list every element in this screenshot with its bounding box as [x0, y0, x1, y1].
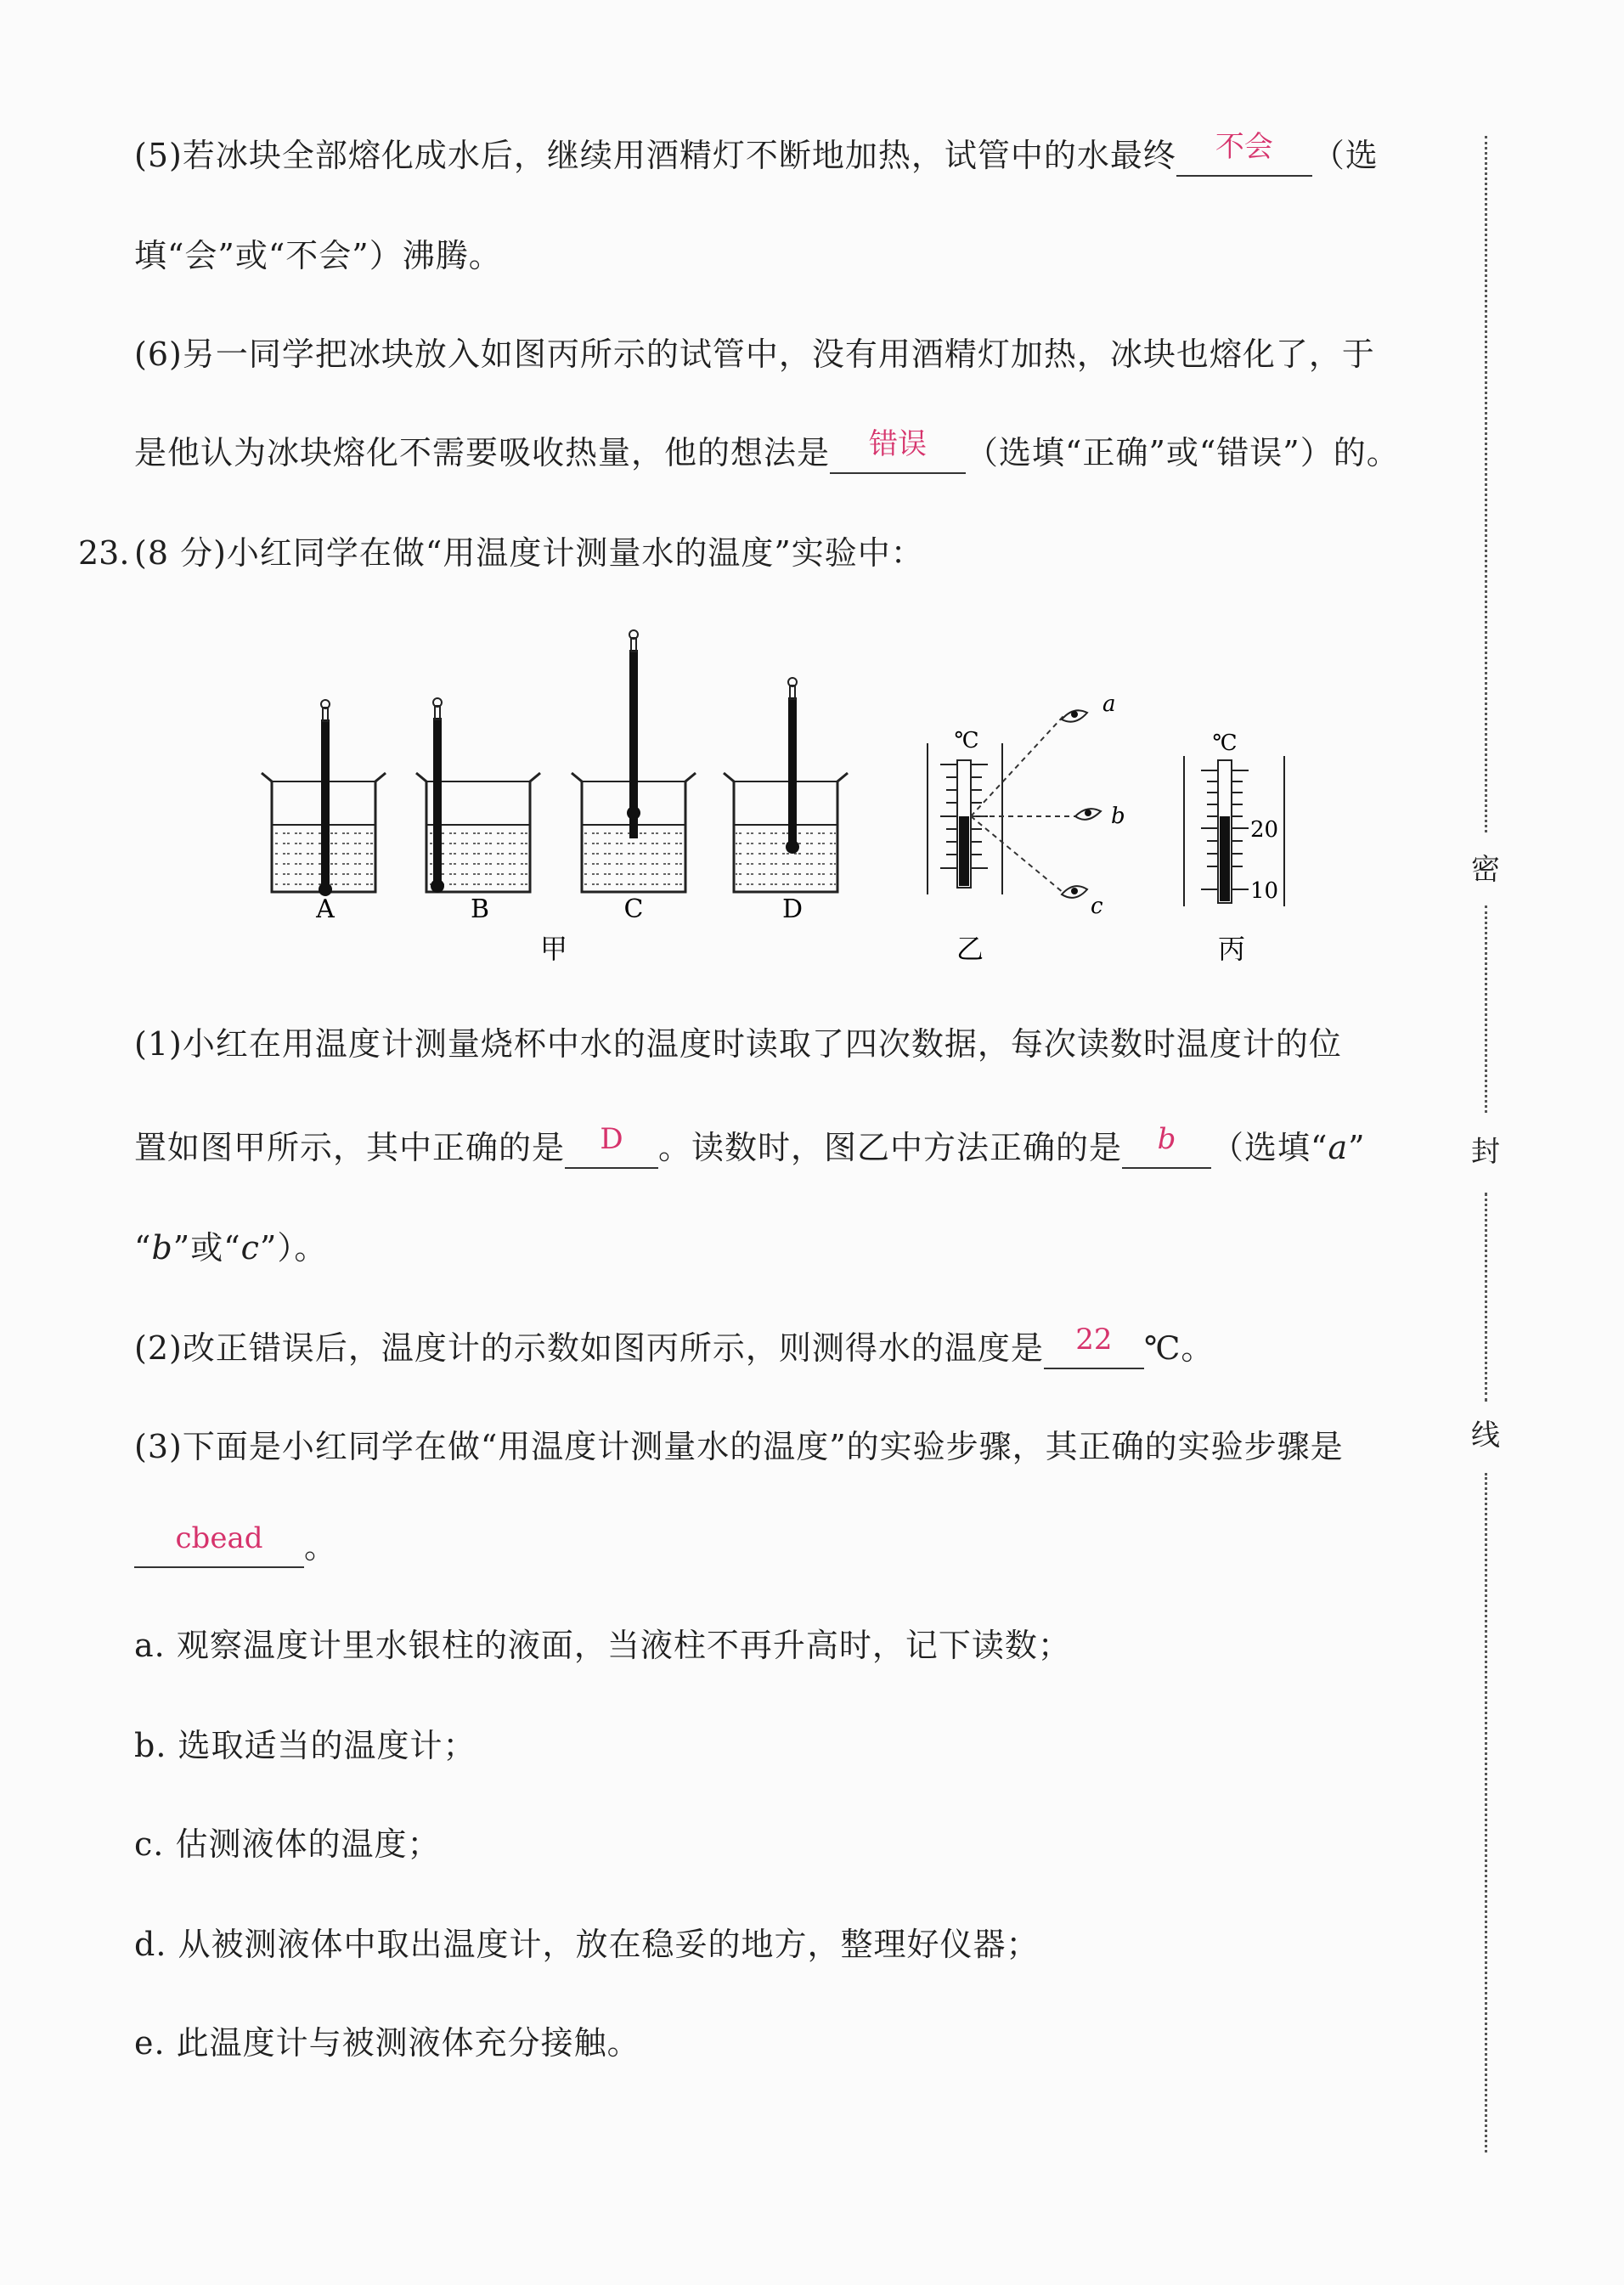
q23-p1-text-mid: 。读数时，图乙中方法正确的是 [658, 1129, 1123, 1166]
step-d: d. 从被测液体中取出温度计，放在稳妥的地方，整理好仪器； [134, 1926, 1040, 1963]
beaker-b [416, 698, 540, 924]
eye-label-a: a [1102, 691, 1116, 717]
q23-figure [246, 624, 1334, 973]
step-a: a. 观察温度计里水银柱的液面，当液柱不再升高时，记下读数； [134, 1627, 1071, 1664]
q23-p1-text-end2: ”）。 [259, 1229, 328, 1267]
bing-unit: ℃ [1212, 731, 1238, 756]
caption-jia: 甲 [539, 933, 568, 965]
q22-p6-text: 是他认为冰块熔化不需要吸收热量，他的想法是 [134, 434, 831, 471]
q22-p5-line2: 填“会”或“不会”）沸腾。 [134, 237, 502, 274]
q23-number: 23. [78, 534, 130, 572]
thermometer-b [433, 718, 442, 888]
bing-scale-20: 20 [1250, 817, 1279, 843]
q23-stem: (8 分)小红同学在做“用温度计测量水的温度”实验中： [134, 534, 924, 572]
q23-p1-opt-b: b [151, 1229, 173, 1267]
q23-p3-text-after: 。 [304, 1528, 338, 1566]
caption-yi: 乙 [956, 933, 984, 965]
bing-scale-10: 10 [1250, 878, 1279, 904]
q23-p1-line1: (1)小红在用温度计测量烧杯中水的温度时读取了四次数据，每次读数时温度计的位 [134, 1025, 1342, 1063]
q23-p2-blank [1044, 1323, 1144, 1369]
q23-p1-line3 [134, 1227, 1425, 1269]
q22-p6-line1: (6)另一同学把冰块放入如图丙所示的试管中，没有用酒精灯加热，冰块也熔化了，于 [134, 336, 1375, 373]
q23-p1-blank2 [1122, 1122, 1211, 1169]
eye-label-c: c [1091, 894, 1103, 919]
q22-p5-text-after: （选 [1311, 137, 1379, 174]
figure-yi [928, 691, 1125, 965]
beaker-c [572, 630, 696, 924]
q23-p1-opt-a: a [1328, 1129, 1349, 1166]
caption-bing: 丙 [1217, 933, 1246, 965]
q22-p6-line2 [134, 427, 1425, 474]
beaker-d [724, 678, 848, 924]
thermometer-a [321, 719, 330, 889]
margin-mi: 密 [1471, 853, 1500, 887]
eye-label-b: b [1111, 804, 1125, 829]
q22-p5-line1 [134, 130, 1425, 177]
q23-p1-line2 [134, 1122, 1425, 1169]
q23-p2-text: (2)改正错误后，温度计的示数如图丙所示，则测得水的温度是 [134, 1329, 1044, 1367]
beaker-a [262, 700, 386, 924]
q22-p6-blank [830, 427, 966, 474]
q23-p1-answer1: D [600, 1122, 623, 1156]
step-e: e. 此温度计与被测液体充分接触。 [134, 2024, 640, 2062]
margin-dots-1 [1485, 136, 1487, 832]
q23-p3-answer: cbead [175, 1521, 263, 1555]
q23-p2-text-after: ℃。 [1143, 1329, 1215, 1367]
step-b: b. 选取适当的温度计； [134, 1727, 476, 1764]
q23-p3-line1: (3)下面是小红同学在做“用温度计测量水的温度”的实验步骤，其正确的实验步骤是 [134, 1428, 1344, 1465]
q22-p6-answer: 错误 [869, 427, 928, 461]
q23-p3-blank [134, 1521, 304, 1568]
thermometer-d [788, 697, 797, 847]
figure-bing [1184, 731, 1284, 965]
q22-p6-text-after: （选填“正确”或“错误”）的。 [966, 434, 1400, 471]
margin-xian: 线 [1471, 1419, 1500, 1453]
step-c: c. 估测液体的温度； [134, 1825, 441, 1863]
q23-p2-answer: 22 [1075, 1323, 1113, 1357]
q23-p1-text-after: （选填“ [1211, 1129, 1328, 1166]
q22-p5-answer: 不会 [1215, 130, 1273, 164]
beaker-label-c: C [623, 894, 644, 924]
margin-dots-2 [1485, 906, 1487, 1113]
margin-dots-3 [1485, 1193, 1487, 1402]
q23-p2-line [134, 1323, 1425, 1369]
eye-b [1075, 804, 1125, 829]
bing-mercury [1220, 816, 1230, 901]
q22-p5-blank [1176, 130, 1312, 177]
beaker-label-b: B [470, 894, 490, 924]
yi-unit: ℃ [954, 728, 979, 753]
q23-p1-text: 置如图甲所示，其中正确的是 [134, 1129, 566, 1166]
q23-p1-opt-c: c [240, 1229, 260, 1267]
q23-p1-quote: “ [134, 1229, 152, 1267]
beaker-label-d: D [781, 894, 804, 924]
q22-p5-text: (5)若冰块全部熔化成水后，继续用酒精灯不断地加热，试管中的水最终 [134, 137, 1176, 174]
eye-c [1062, 886, 1103, 919]
eye-a [1062, 691, 1116, 722]
margin-feng: 封 [1471, 1135, 1500, 1169]
beaker-label-a: A [316, 894, 335, 924]
q23-p1-text-end: ” [1348, 1129, 1366, 1166]
q23-p1-blank1 [565, 1122, 658, 1169]
q23-p1-text-mid2: ”或“ [172, 1229, 241, 1267]
q23-p1-answer2: b [1157, 1122, 1176, 1156]
margin-dots-4 [1485, 1473, 1487, 2152]
q23-p3-line2 [134, 1521, 1425, 1568]
